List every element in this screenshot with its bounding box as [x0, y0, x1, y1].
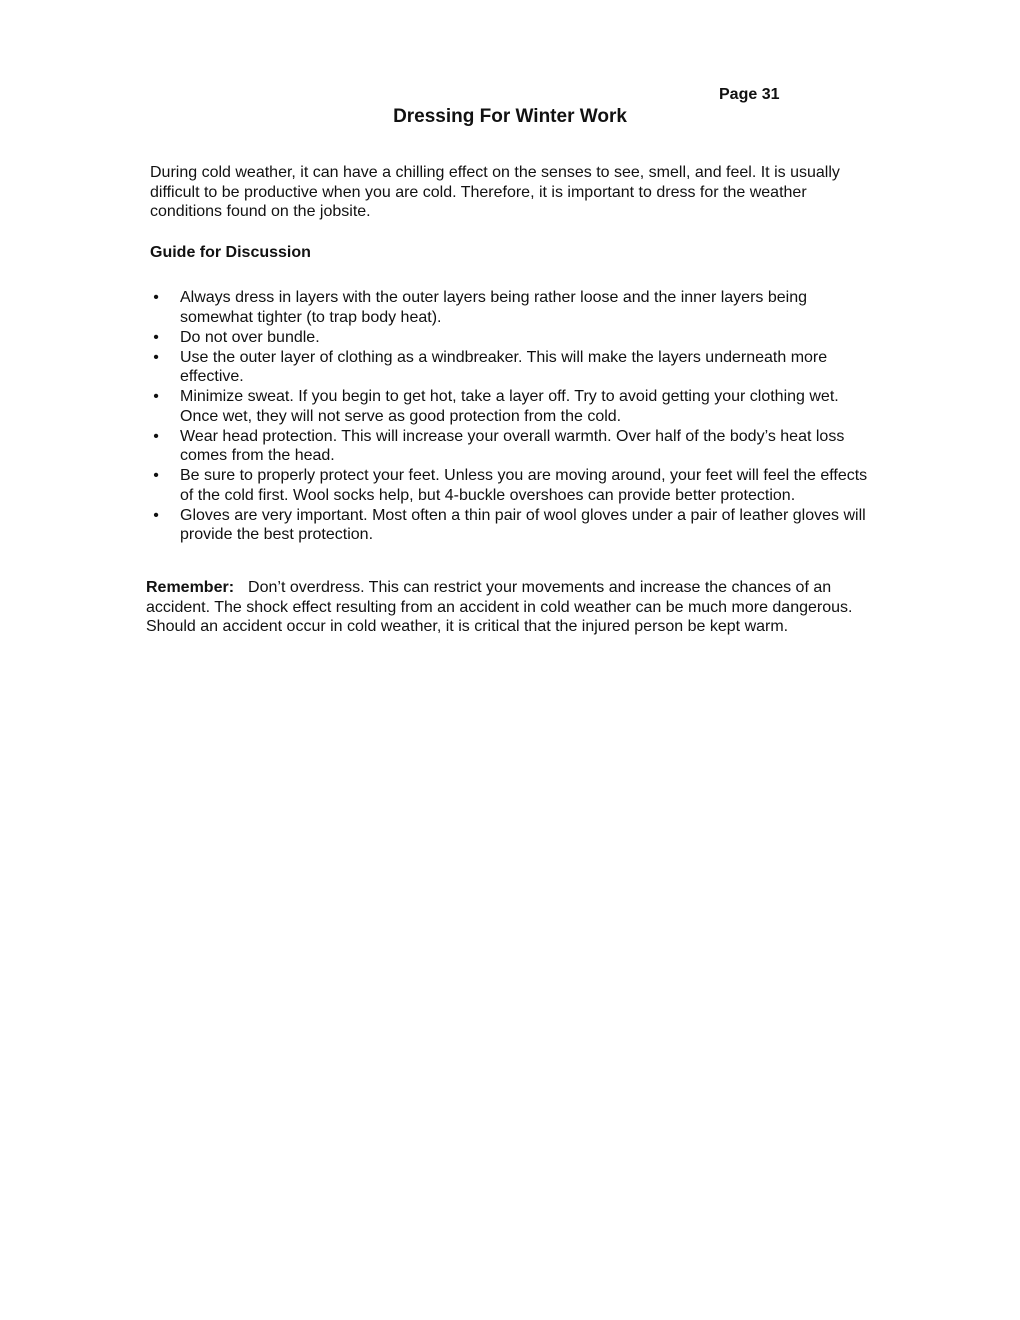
bullet-item: [150, 506, 870, 545]
remember-label: Remember:: [146, 579, 235, 596]
bullet-icon: •: [153, 328, 159, 346]
discussion-bullet-list: [150, 288, 870, 545]
page-number: Page 31: [719, 86, 780, 103]
bullet-item: [150, 466, 870, 505]
bullet-text: Wear head protection. This will increase your overall warmth. Over half of the body’s heat loss comes from the head.: [180, 427, 845, 464]
bullet-text: Gloves are very important. Most often a thin pair of wool gloves under a pair of leather gloves will provide the best protection.: [180, 506, 866, 543]
bullet-icon: •: [153, 388, 159, 405]
bullet-item: [150, 387, 870, 426]
bullet-text: Use the outer layer of clothing as a windbreaker. This will make the layers underneath more effective.: [180, 348, 828, 385]
bullet-text: Be sure to properly protect your feet. Unless you are moving around, your feet will feel the effects of the cold first. Wool socks help, but 4-buckle overshoes can provide better protection.: [180, 467, 868, 504]
bullet-item: [150, 328, 870, 348]
remember-text: Don’t overdress. This can restrict your movements and increase the chances of an accident. The shock effect resulting from an accident in cold weather can be much more dangerous. Should an accident occur in cold weather, it is critical that the injured person be kept warm.: [146, 579, 853, 635]
remember-paragraph: [146, 578, 870, 637]
bullet-icon: •: [153, 506, 159, 524]
document-title: Dressing For Winter Work: [393, 106, 627, 127]
bullet-icon: •: [153, 467, 159, 484]
bullet-text: Do not over bundle.: [180, 328, 320, 346]
bullet-text: Always dress in layers with the outer layers being rather loose and the inner layers being somewhat tighter (to trap body heat).: [180, 289, 807, 326]
bullet-text: Minimize sweat. If you begin to get hot, take a layer off. Try to avoid getting your clothing wet. Once wet, they will not serve as good protection from the cold.: [180, 388, 839, 425]
bullet-item: [150, 288, 870, 327]
bullet-icon: •: [153, 289, 159, 306]
guide-heading: Guide for Discussion: [150, 244, 311, 261]
bullet-icon: •: [153, 348, 159, 366]
bullet-icon: •: [153, 427, 159, 445]
bullet-item: [150, 348, 870, 387]
bullet-item: [150, 427, 870, 466]
intro-paragraph: During cold weather, it can have a chilling effect on the senses to see, smell, and feel. It is usually difficult to be productive when you are cold. Therefore, it is important to dress for the weather conditions found on the jobsite.: [150, 164, 840, 220]
